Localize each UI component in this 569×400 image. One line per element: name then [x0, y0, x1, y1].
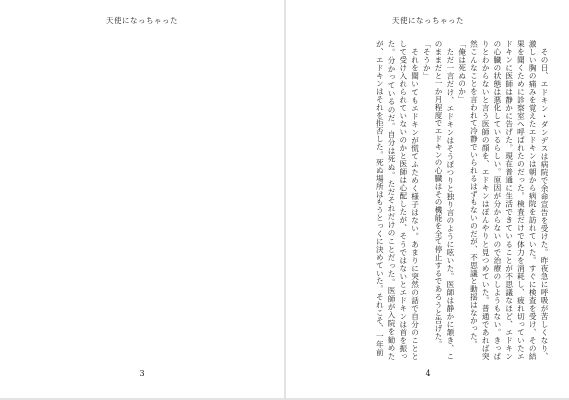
- page-number: 4: [425, 369, 431, 378]
- running-title: 天使になっちゃった: [392, 16, 464, 25]
- paragraph: それを聞いてもエドキンが慌てふためく様子はない。あまりに突然の話で自分のこととして受け入れられていないのかと医師は心配したが、そうではないとエドキンは首を振った。分かっているのだ。自分は死ぬ。ただそれだけのことだった。医師が入院を勧めたが、エドキンはそれを拒否した。死ぬ場所はもうとっくに決めていた。それこそ、一年前: [375, 40, 420, 360]
- running-title: 天使になっちゃった: [106, 16, 178, 25]
- body-text: [300, 40, 550, 360]
- page-number: 3: [139, 369, 145, 378]
- dialogue-line: 「そうか」: [422, 40, 432, 80]
- paragraph: その日、エドキン・ダンデスは病院で余命宣告を受けた。昨夜急に呼吸が苦しくなり、激しい胸の痛みを覚えたエドキンは朝から病院を訪れていた。すぐに検査を受け、その結果を聞くために診察室へ呼ばれたのだった。検査だけで体力を消耗し、疲れ切っていたエドキンに医師は静かに告げた。現在普通に生活できていることが不思議なほど、エドキンの心臓の状態は悪化しているらしい。原因が分からないので治療のしようもない。きっぱりとわからないと言う医師の顔を、エドキンはぼんやりと見つめていた。普通であれば突然こんなことを言われて冷静でいられるはずもないのだが、不思議と動揺はなかった。: [469, 40, 549, 360]
- page-right: [286, 0, 569, 398]
- page-left: [0, 0, 284, 398]
- dialogue-line: 「俺は死ぬのか」: [457, 40, 467, 104]
- paragraph: ただ一言だけ、エドキンはそうぽつりと独り言のように呟いた。医師は静かに頷き、このままだと一か月程度でエドキンの心臓はその機能を全て停止するであろうと告げた。: [434, 40, 455, 360]
